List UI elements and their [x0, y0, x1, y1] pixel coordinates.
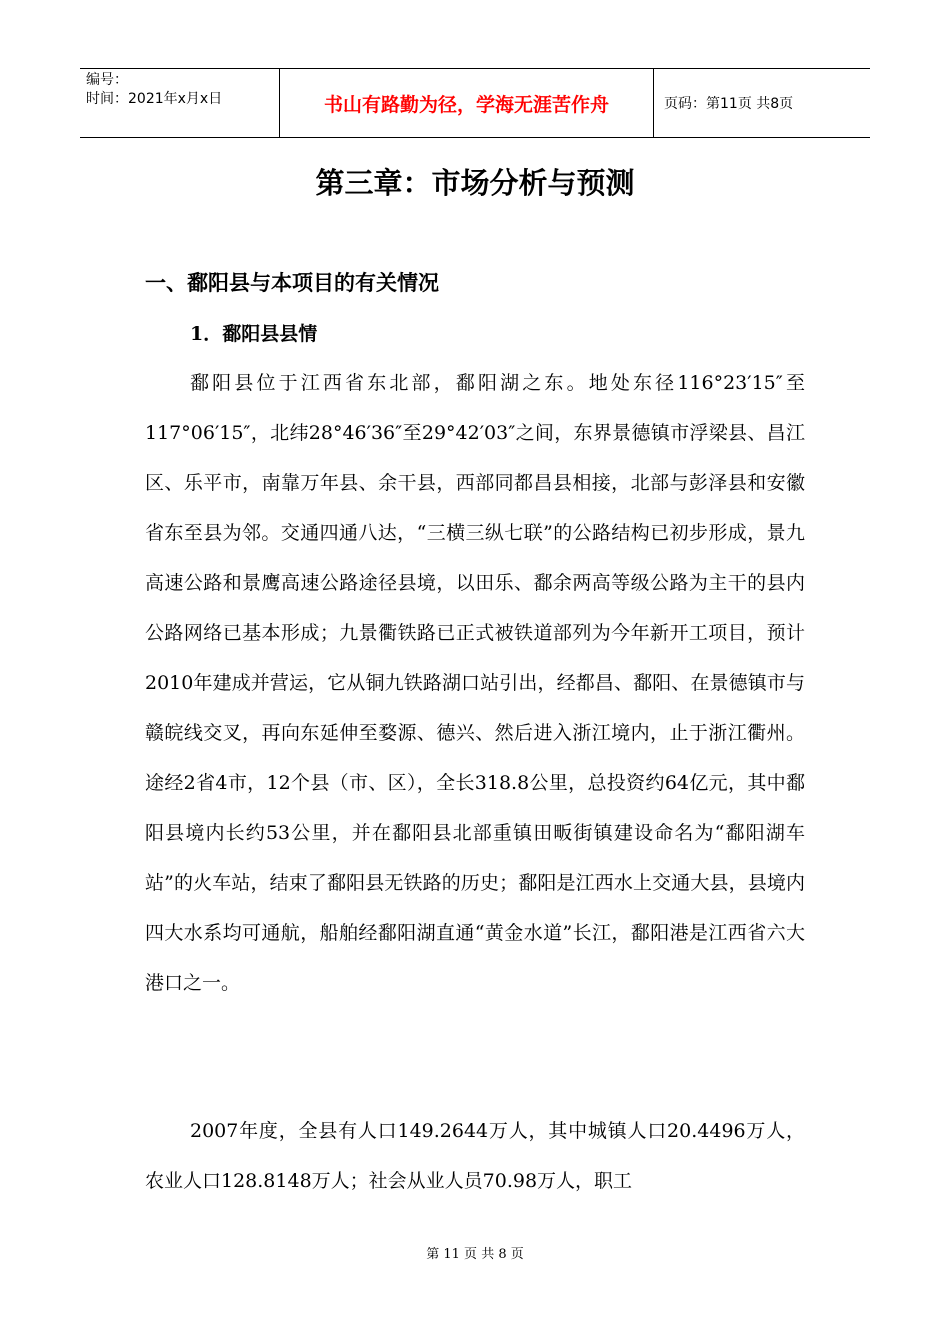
- body-paragraph: 鄱阳县位于江西省东北部，鄱阳湖之东。地处东径116°23′15″至117°06′15″，北纬28°46′36″至29°42′03″之间，东界景德镇市浮梁县、昌江区、乐平市，南靠万年县、余干县，西部同都昌县相接，北部与彭泽县和安徽省东至县为邻。交通四通八达，“三横三纵七联”的公路结构已初步形成，景九高速公路和景鹰高速公路途径县境，以田乐、鄱余两高等级公路为主干的县内公路网络已基本形成；九景衢铁路已正式被铁道部列为今年新开工项目，预计2010年建成并营运，它从铜九铁路湖口站引出，经都昌、鄱阳、在景德镇市与赣皖线交叉，再向东延伸至婺源、德兴、然后进入浙江境内，止于浙江衢州。途经2省4市，12个县（市、区），全长318.8公里，总投资约64亿元，其中鄱阳县境内长约53公里，并在鄱阳县北部重镇田畈街镇建设命名为“鄱阳湖车站”的火车站，结束了鄱阳县无铁路的历史；鄱阳是江西水上交通大县，县境内四大水系均可通航，船舶经鄱阳湖直通“黄金水道”长江，鄱阳港是江西省六大港口之一。: [145, 372, 805, 994]
- document-header: [80, 68, 870, 138]
- section-title: 一、鄱阳县与本项目的有关情况: [145, 271, 439, 295]
- date-label: 时间：2021年x月x日: [86, 91, 223, 107]
- header-meta: [80, 69, 280, 137]
- header-motto: 书山有路勤为径，学海无涯苦作舟: [280, 69, 654, 137]
- body-paragraph: 2007年度，全县有人口149.2644万人，其中城镇人口20.4496万人，农业人口128.8148万人；社会从业人员70.98万人，职工: [145, 1120, 805, 1192]
- subsection-title: 1．鄱阳县县情: [190, 323, 318, 345]
- page-footer: 第 11 页 共 8 页: [426, 1247, 524, 1262]
- header-page-label: 页码：第11页 共8页: [664, 96, 794, 112]
- chapter-title: 第三章：市场分析与预测: [315, 166, 635, 200]
- number-label: 编号：: [86, 72, 128, 88]
